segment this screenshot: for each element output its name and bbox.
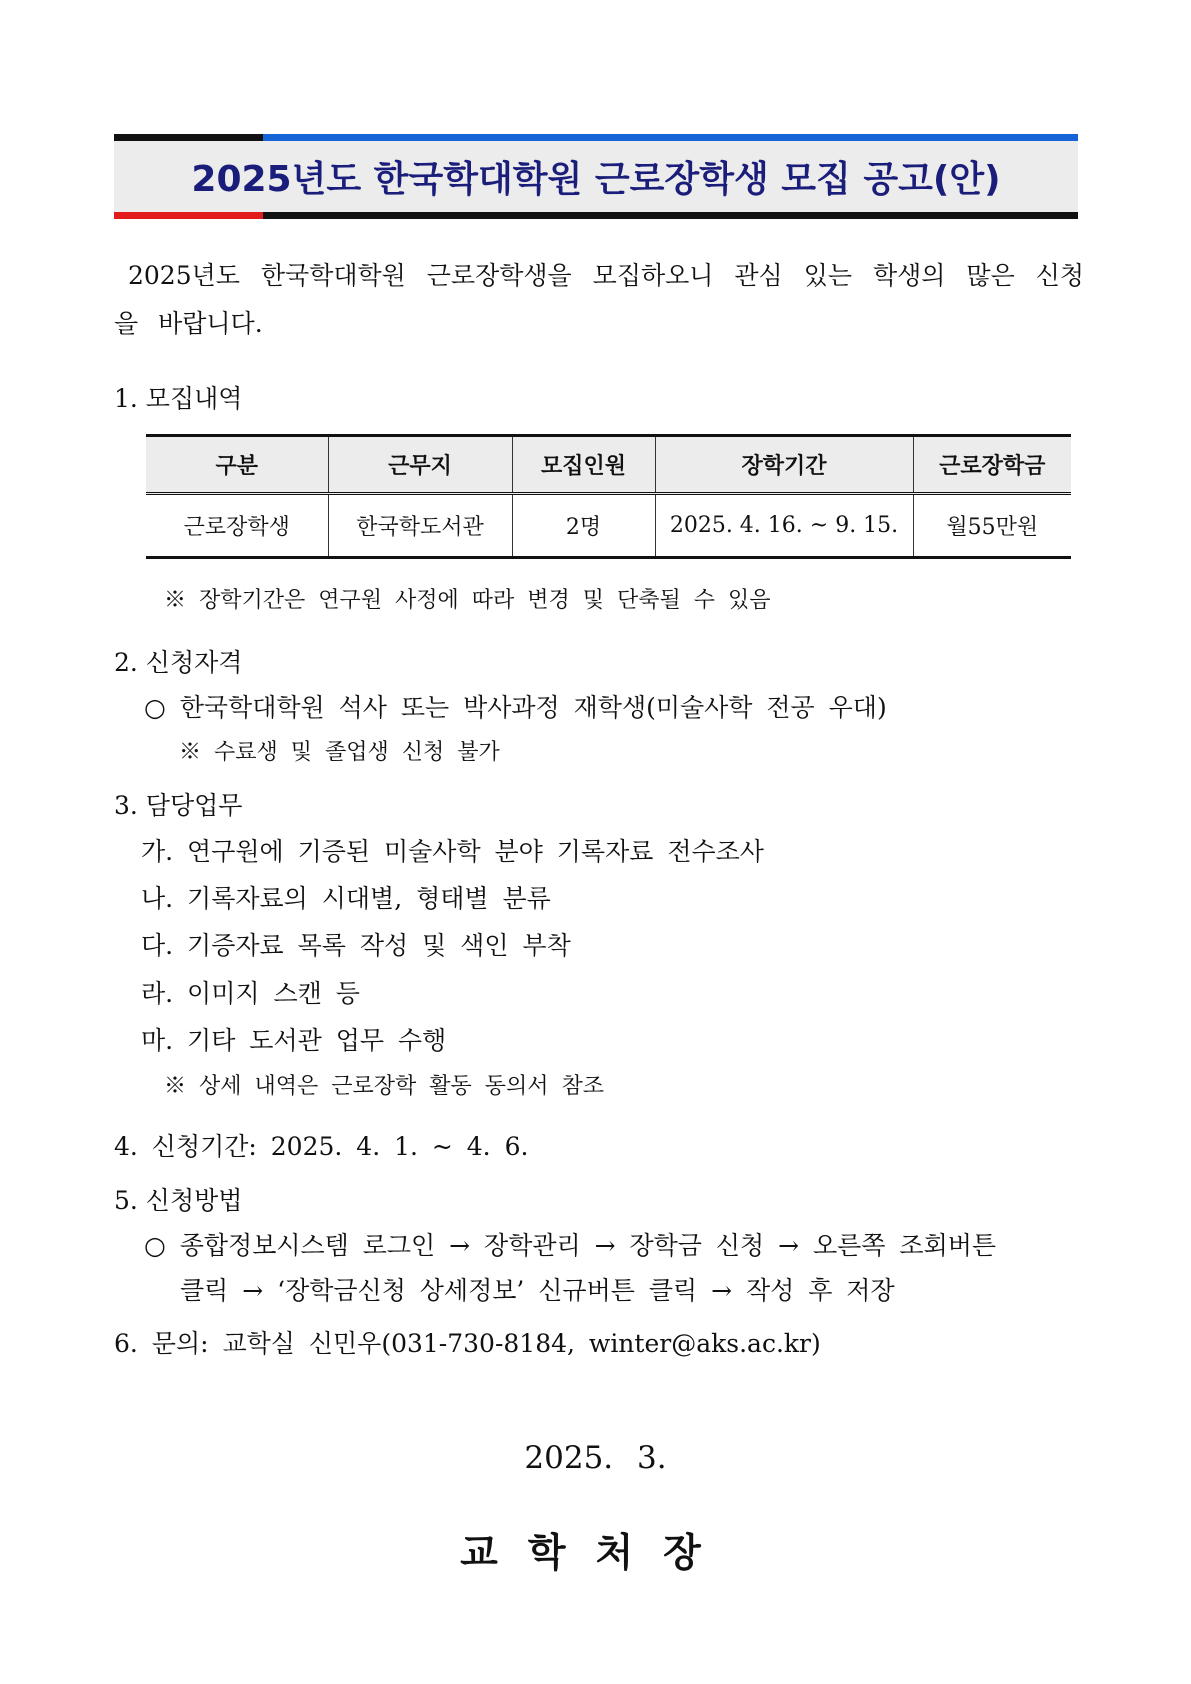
document-date: 2025. 3. [524, 1440, 667, 1476]
table-cell: 한국학도서관 [328, 494, 512, 558]
table-header-cell: 근로장학금 [913, 436, 1071, 494]
duty-item: 나. 기록자료의 시대별, 형태별 분류 [141, 884, 551, 913]
title-banner [114, 134, 1078, 219]
duty-item: 다. 기증자료 목록 작성 및 색인 부착 [141, 931, 571, 960]
section3-note: ※ 상세 내역은 근로장학 활동 동의서 참조 [164, 1074, 604, 1099]
table-header-row [146, 436, 1071, 494]
section4-heading: 4. 신청기간: 2025. 4. 1. ~ 4. 6. [114, 1132, 529, 1161]
section1-heading: 1. 모집내역 [114, 384, 243, 413]
section1-note: ※ 장학기간은 연구원 사정에 따라 변경 및 단축될 수 있음 [164, 588, 771, 613]
table-cell: 2025. 4. 16. ~ 9. 15. [655, 494, 913, 558]
table-cell: 2명 [512, 494, 655, 558]
table-header-cell: 근무지 [328, 436, 512, 494]
section2-heading: 2. 신청자격 [114, 648, 243, 677]
signer-title: 교학처장 [460, 1530, 731, 1576]
table-cell: 근로장학생 [146, 494, 328, 558]
table-cell: 월55만원 [913, 494, 1071, 558]
section5-line1: ○ 종합정보시스템 로그인 → 장학관리 → 장학금 신청 → 오른쪽 조회버튼 [144, 1231, 997, 1260]
section3-heading: 3. 담당업무 [114, 791, 243, 820]
section2-item: ○ 한국학대학원 석사 또는 박사과정 재학생(미술사학 전공 우대) [144, 693, 887, 722]
section5-heading: 5. 신청방법 [114, 1186, 243, 1215]
recruitment-table [146, 434, 1071, 559]
banner-fill [114, 141, 1078, 212]
table-header-cell: 구분 [146, 436, 328, 494]
section5-line2: 클릭 → ‘장학금신청 상세정보’ 신규버튼 클릭 → 작성 후 저장 [180, 1276, 895, 1305]
duty-item: 라. 이미지 스캔 등 [141, 979, 360, 1008]
table-header-cell: 모집인원 [512, 436, 655, 494]
table-row [146, 494, 1071, 558]
duty-item: 마. 기타 도서관 업무 수행 [141, 1026, 447, 1055]
banner-bar-top-right [263, 134, 1078, 141]
banner-bar-bottom-left [114, 212, 263, 219]
banner-bar-bottom-right [263, 212, 1078, 219]
intro-paragraph: 2025년도 한국학대학원 근로장학생을 모집하오니 관심 있는 학생의 많은 신청을 바랍니다. [114, 261, 1084, 338]
page-title: 2025년도 한국학대학원 근로장학생 모집 공고(안) [191, 159, 1001, 200]
section6-heading: 6. 문의: 교학실 신민우(031-730-8184, winter@aks.ac.kr) [114, 1329, 821, 1358]
section2-note: ※ 수료생 및 졸업생 신청 불가 [179, 740, 500, 765]
duty-item: 가. 연구원에 기증된 미술사학 분야 기록자료 전수조사 [141, 837, 764, 866]
table-header-cell: 장학기간 [655, 436, 913, 494]
banner-bar-top-left [114, 134, 263, 141]
